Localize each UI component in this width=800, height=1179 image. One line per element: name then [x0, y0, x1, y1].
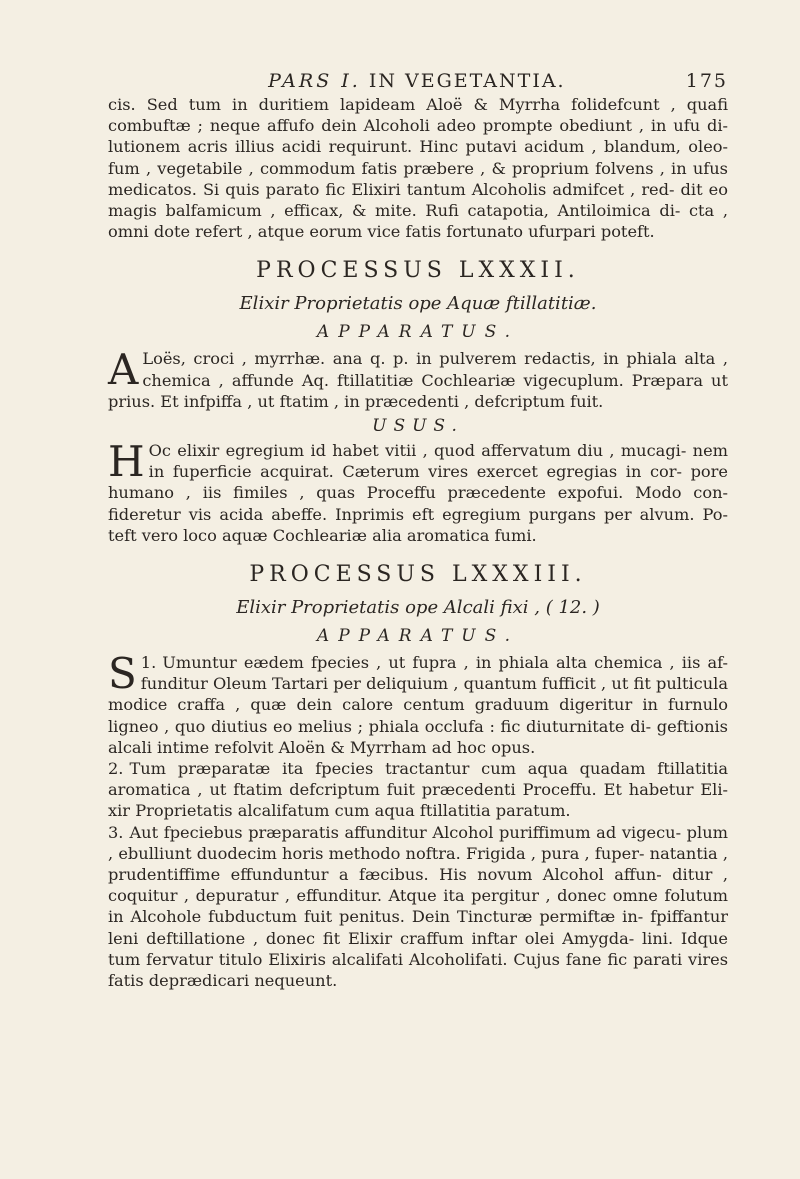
running-title-part: PARS I. — [268, 70, 361, 92]
processus-82-usus-label: USUS. — [372, 416, 464, 437]
paragraph-number: 2. — [108, 759, 124, 779]
dropcap: A — [108, 345, 139, 395]
processus-82-apparatus-label: APPARATUS. — [316, 322, 520, 343]
running-head — [108, 70, 728, 92]
paragraph-body: Aut fpeciebus præparatis affunditur Alcohol puriffimum ad vigecu- plum , ebulliunt duodecim horis methodo noftra. Frigida , pura , fuper- natantia , prudentiffime effunduntur a fæcibus. His novum Alcohol affun- ditur , coquitur , depuratur , effunditur. Atque ita pergitur , donec omne folutum in Alcohole fubductum fuit penitus. Dein Tincturæ permiftæ in- fpiffantur leni deftillatione , donec fit Elixir craffum inftar olei Amygda- lini. Idque tum fervatur titulo Elixiris alcalifati Alcoholifati. Cujus fane fic parati vires fatis deprædicari nequeunt. — [108, 822, 728, 991]
paragraph-number: 1. — [140, 653, 157, 673]
paragraph-body: Umuntur eædem fpecies , ut fupra , in phiala alta chemica , iis af- funditur Oleum Tartari per deliquium , quantum fufficit , ut fit pulticula modice craffa , quæ dein calore centum graduum digeritur in furnulo ligneo , quo diutius eo melius ; phiala occlufa : fic diuturnitate di- geftionis alcali intime refolvit Aloën & Myrrham ad hoc opus. — [108, 653, 728, 757]
page-number: 175 — [685, 70, 728, 92]
processus-83-subtitle: Elixir Proprietatis ope Alcali fixi , ( 12. ) — [236, 597, 600, 619]
numbered-paragraph-2 — [108, 758, 728, 822]
numbered-paragraph-3 — [108, 822, 728, 992]
running-title — [148, 70, 686, 92]
dropcap: H — [108, 437, 145, 487]
processus-83-heading: PROCESSUS LXXXIII. — [249, 562, 587, 588]
processus-83-apparatus-label: APPARATUS. — [316, 626, 520, 647]
paragraph-number: 3. — [108, 822, 124, 842]
apparatus-body: Loës, croci , myrrhæ. ana q. p. in pulverem redactis, in phiala alta , chemica , affunde Aq. ftillatitiæ Cochleariæ vigecuplum. Præpara ut prius. Et infpiffa , ut ftatim , in præcedenti , defcriptum fuit. — [108, 349, 728, 411]
processus-82-heading: PROCESSUS LXXXII. — [256, 258, 580, 284]
paragraph-body: Tum præparatæ ita fpecies tractantur cum aqua quadam ftillatitia aromatica , ut ftatim defcriptum fuit præcedenti Proceffu. Et habetur Eli- xir Proprietatis alcalifatum cum aqua ftillatitia paratum. — [108, 759, 728, 821]
running-title-rest: IN VEGETANTIA. — [368, 70, 566, 92]
processus-82-usus-text — [108, 437, 728, 546]
dropcap: S — [108, 649, 137, 699]
usus-body: Oc elixir egregium id habet vitii , quod affervatum diu , mucagi- nem in fuperficie acquirat. Cæterum vires exercet egregias in cor- pore humano , iis fimiles , quas Proceffu præcedente expofui. Modo con- fideretur vis acida abeffe. Inprimis eft egregium purgans per alvum. Po- teft vero loco aquæ Cochleariæ alia aromatica fumi. — [108, 441, 728, 545]
numbered-paragraph-1 — [108, 649, 728, 758]
processus-82-subtitle: Elixir Proprietatis ope Aquæ ftillatitiæ. — [239, 293, 597, 315]
intro-paragraph: cis. Sed tum in duritiem lapideam Aloë & Myrrha folidefcunt , quafi combuftæ ; neque affufo dein Alcoholi adeo prompte obediunt , in ufu di- lutionem acris illius acidi requirunt. Hinc putavi acidum , blandum, oleo- fum , vegetabile , commodum fatis præbere , & proprium folvens , in ufus medicatos. Si quis parato fic Elixiri tantum Alcoholis admifcet , red- dit eo magis balfamicum , efficax, & mite. Rufi catapotia, Antiloimica di- cta , omni dote refert , atque eorum vice fatis fortunato ufurpari poteft. — [108, 95, 728, 242]
processus-82-apparatus-text — [108, 345, 728, 412]
